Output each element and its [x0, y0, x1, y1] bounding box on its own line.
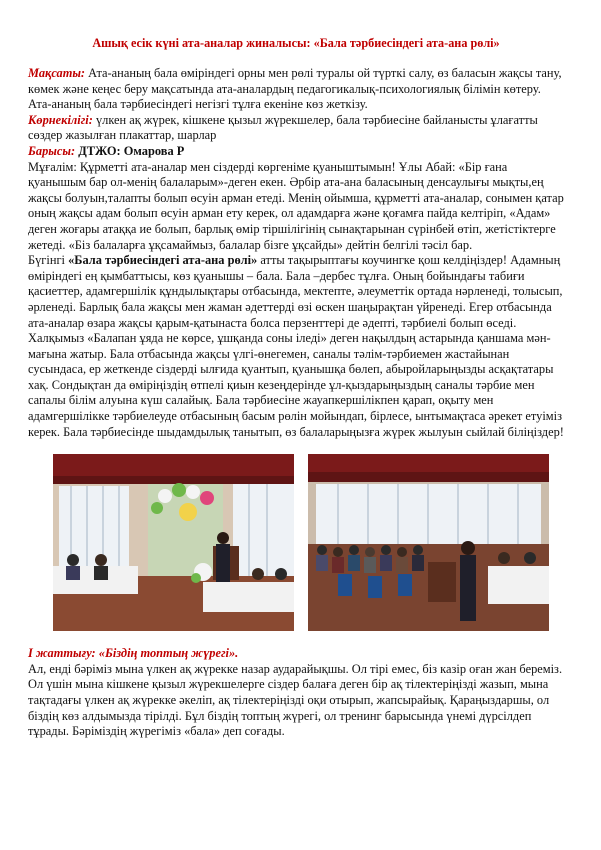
coaching-intro-paragraph	[28, 253, 564, 440]
coaching-intro-text: атты тақырыптағы коучингке қош келдіңіздер! Адамның өміріндегі ең қымбаттысы, көз қуанышы – бала. Бала –дербес тұлға. Оның бойындағы табиғи қасиеттер, адамгершілік құндылықтары отбасында, мектепте, әлеуметтік ортада нәрленеді, толысып, әрленеді. Барлық бала жақсы мен жаман әдеттерді өзі өскен шаңырақтан үйренеді. Егер отбасында ата-аналар өзара жақсы қарым-қатынаста болса перзенттері де әдепті, тәрбиелі болып өседі. Халқымыз «Балапан ұяда не көрсе, ұшқанда соны іледі» деген нақылдың астарында қаншама мән-мағына жатыр. Бала отбасында жақсы үлгі-өнегемен, саналы тәлім-тәрбиемен жастайынан сусындаса, ер жеткенде сіздерді ылғида қуантып, қуанышқа бөлеп, абыройларыңызды асқақтатары хақ. Сондықтан да өміріңіздің өтпелі қиын кезеңдерінде ұл-қыздарыңыздың саналы тәрбие мен сапалы білім алуына күш салайық. Бала тәрбиесіне жауапкершілікпен қарап, оқыту мен адамгершілікке тәрбиелеуде отбасының басым рөлін мойындап, бірлесе, ынтымақтаса әрекет етуіміз керек. Бала тәрбиесінде шыдамдылық танытып, өз балаларыңызға жүрек жылуын сыйлай біліңіздер!	[28, 253, 564, 439]
exercise-heading	[28, 646, 564, 662]
exercise-label: І жаттығу: «Біздің топтың жүрегі».	[28, 646, 239, 661]
document-title: Ашық есік күні ата-аналар жиналысы: «Бала тәрбиесіндегі ата-ана рөлі»	[92, 36, 500, 50]
goal-paragraph	[28, 66, 564, 113]
meeting-photo-right-image	[308, 454, 549, 631]
photo-row	[53, 454, 564, 631]
course-label: Барысы:	[28, 143, 76, 158]
meeting-photo-right	[308, 454, 549, 631]
course-paragraph	[28, 144, 564, 160]
course-leader: ДТЖО: Омарова Р	[75, 143, 185, 158]
coaching-topic: «Бала тәрбиесіндегі ата-ана рөлі»	[68, 253, 258, 268]
goal-text: Ата-ананың бала өміріндегі орны мен рөлі туралы ой түрткі салу, өз баласын жақсы тану, көмек және кеңес беру мақсатында ата-аналардың педагогикалық-психологиялық білімін көтеру. Ата-ананың бала тәрбиесіндегі негізгі тұлға екеніне көз жеткізу.	[28, 66, 562, 112]
visual-aids-label: Көрнекілігі:	[28, 112, 93, 127]
meeting-photo-left-image	[53, 454, 294, 631]
coaching-intro-start: Бүгінгі	[28, 253, 69, 268]
meeting-photo-left	[53, 454, 294, 631]
exercise-paragraph: Ал, енді бәріміз мына үлкен ақ жүрекке назар аударайықшы. Ол тірі емес, біз казір оған жан береміз. Ол үшін мына кішкене қызыл жүрекшелерге сіздер балаға деген бір ақ тілектеріңізді жазып, мына тақтадағы үлкен ақ жүрекке әкеліп, ақ тілектеріңізді оқи отырып, жапсырайық. Қараңыздаршы, ол біздің көз алдымызда тірілді. Бұл біздің топтың жүрегі, ол тренинг барысында үнемі дүрсілдеп тұрады. Бәріміздің жүрегіміз «бала» деп соғады.	[28, 661, 563, 739]
visual-aids-text: үлкен ақ жүрек, кішкене қызыл жүрекшелер, бала тәрбиесіне байланысты ұлағатты сөздер жазылған плакаттар, шарлар	[28, 112, 538, 143]
teacher-speech-paragraph: Мұғалім: Құрметті ата-аналар мен сіздерді көргеніме қуаныштымын! Ұлы Абай: «Бір ғана қуанышым бар ол-менің балаларым»-деген екен. Әрбір ата-ана баласының денсаулығы мықты,ең жақсы болуын,талапты болып өсуін арман етеді. Менің ойымша, құрметті ата-аналар, сонымен қатар оның жақсы адам болып өсуін арман ету керек, ол адамдарға және қоғамға пайда келтіріп, «Адам» деген жоғары атаққа ие болып, барлық өмір тіршілігінің сынақтарынан сүрінбей өтіп, жетістіктерге жетеді. «Біз балаларға ұқсамаймыз, балалар бізге ұқсайды» дейтін белгілі тәсіл бар.	[28, 159, 564, 252]
visual-aids-paragraph	[28, 113, 564, 144]
goal-label: Мақсаты:	[28, 66, 86, 80]
